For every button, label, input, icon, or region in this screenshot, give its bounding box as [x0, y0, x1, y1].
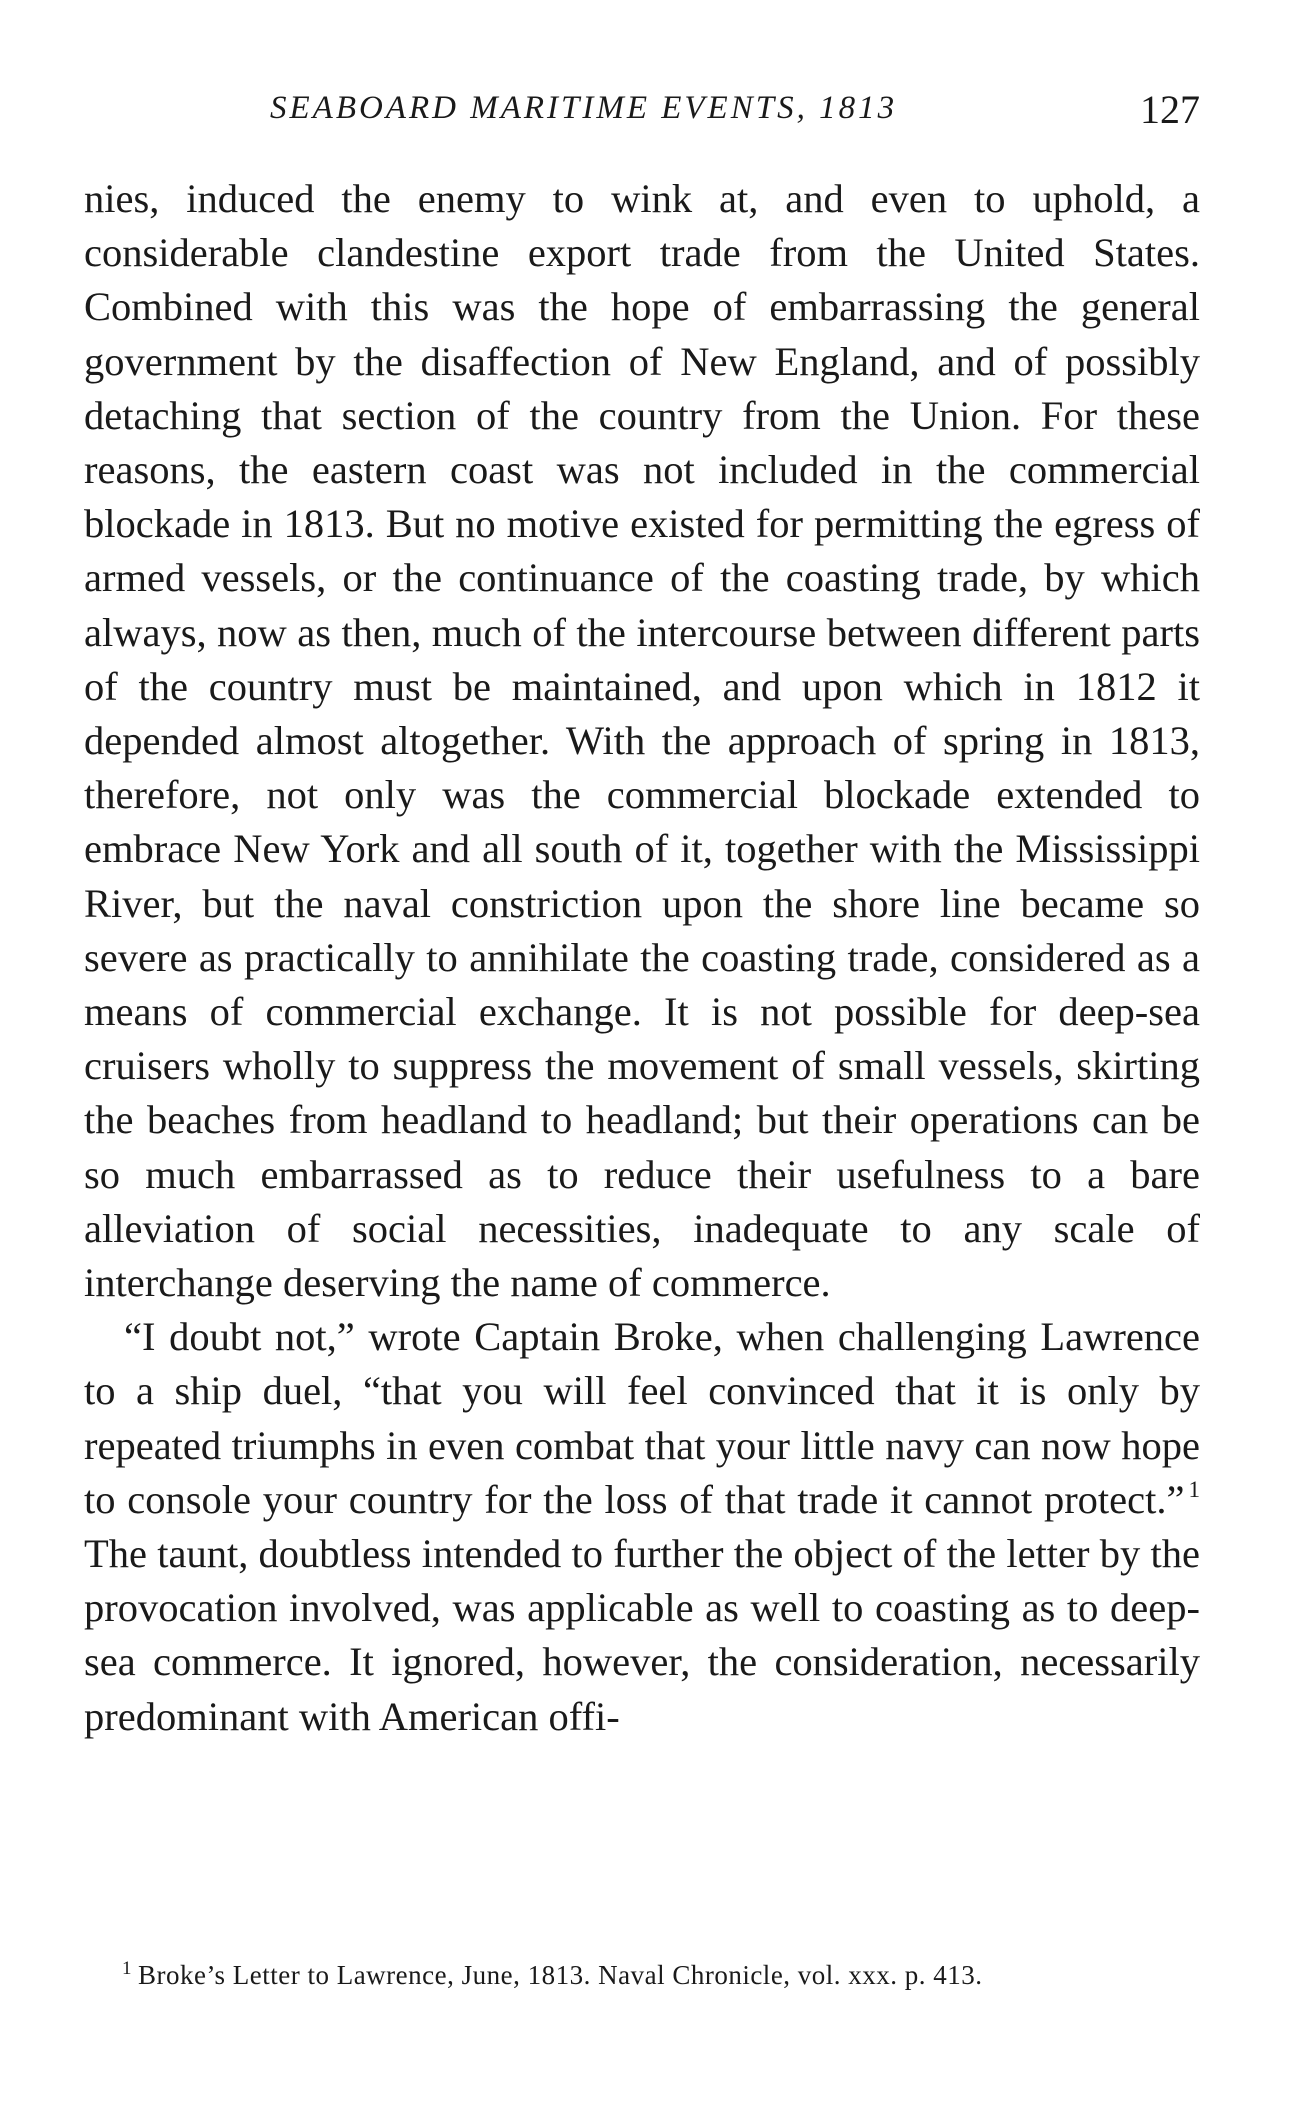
- paragraph-1: nies, induced the enemy to wink at, and even to uphold, a considerable clandestine export trade from the United States. Combined with this was the hope of embarrassing the general government by the disaffection of New England, and of possibly detaching that section of the country from the Union. For these reasons, the eastern coast was not included in the commercial blockade in 1813. But no motive existed for permitting the egress of armed vessels, or the continuance of the coasting trade, by which always, now as then, much of the intercourse between different parts of the country must be maintained, and upon which in 1812 it depended almost altogether. With the approach of spring in 1813, therefore, not only was the commercial blockade extended to embrace New York and all south of it, together with the Mississippi River, but the naval constriction upon the shore line became so severe as practically to annihilate the coasting trade, considered as a means of commercial exchange. It is not possible for deep-sea cruisers wholly to suppress the movement of small vessels, skirting the beaches from headland to headland; but their operations can be so much embarrassed as to reduce their usefulness to a bare alleviation of social necessities, inadequate to any scale of interchange deserving the name of commerce.: [84, 176, 1200, 1306]
- running-title: SEABOARD MARITIME EVENTS, 1813: [270, 90, 898, 126]
- running-head: [84, 86, 1200, 136]
- paragraph-2: [84, 1310, 1200, 1744]
- page-number: 127: [1140, 87, 1200, 132]
- footnote-text-block: [84, 1955, 1200, 1995]
- paragraph-2-continuation: The taunt, doubtless intended to further the object of the letter by the provocation involved, was applicable as well to coasting as to deep-sea commerce. It ignored, however, the consideration, necessarily predominant with American offi-: [84, 1531, 1200, 1739]
- footnote: [84, 1955, 1200, 1995]
- footnote-reference[interactable]: 1: [1188, 1476, 1200, 1502]
- footnote-text: Broke’s Letter to Lawrence, June, 1813. Naval Chronicle, vol. xxx. p. 413.: [138, 1960, 983, 1990]
- paragraph-2-quote: “I doubt not,” wrote Captain Broke, when challenging Lawrence to a ship duel, “that you will feel convinced that it is only by repeated triumphs in even combat that your little navy can now hope to console your country for the loss of that trade it cannot protect.”: [84, 1314, 1200, 1522]
- body-text: [84, 172, 1200, 1744]
- footnote-mark: 1: [122, 1958, 132, 1979]
